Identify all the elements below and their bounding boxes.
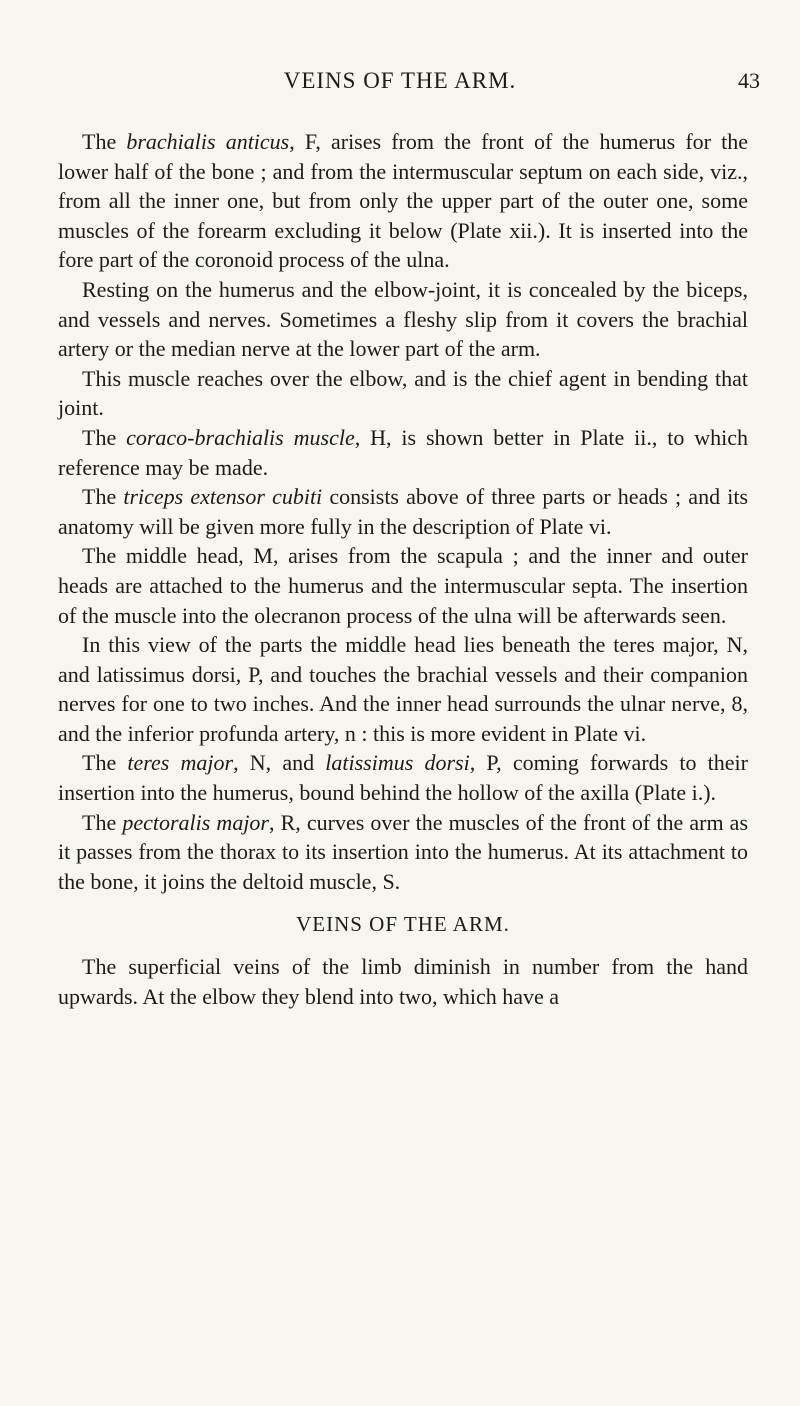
page-number: 43 [738, 68, 760, 93]
paragraph-pectoralis [58, 808, 748, 897]
paragraph-middle-head: The middle head, M, arises from the scapula ; and the inner and outer heads are attached to the humerus and the intermuscular septa. The insertion of the muscle into the olecranon process of the ulna will be afterwards seen. [58, 543, 748, 628]
text-run: The [82, 484, 124, 510]
term-italic: pectoralis major [122, 809, 269, 835]
running-title: VEINS OF THE ARM. [283, 68, 517, 93]
text-run: The [82, 809, 123, 835]
paragraph-resting: Resting on the humerus and the elbow-joint, it is concealed by the biceps, and vessels and nerves. Sometimes a fleshy slip from it covers the brachial artery or the median nerve at the lower part of the arm. [58, 276, 748, 362]
term-italic: coraco-brachialis muscle [126, 424, 355, 450]
body-text [58, 127, 748, 1011]
paragraph-brachialis [58, 127, 748, 275]
paragraph-superficial-veins: The superficial veins of the limb diminish in number from the hand upwards. At the elbow they blend into two, which have a [58, 954, 748, 1009]
text-run: , N, and [233, 750, 326, 776]
term-italic: latissimus dorsi [325, 750, 470, 776]
paragraph-view-of-parts: In this view of the parts the middle head lies beneath the teres major, N, and latissimus dorsi, P, and touches the brachial vessels and their companion nerves for one to two inches. And the inner head surrounds the ulnar nerve, 8, and the inferior profunda artery, n : this is more evident in Plate vi. [58, 632, 748, 746]
text-run: , P, coming forwards to their insertion into the humerus, bound behind the hollow of the axilla (Plate i.). [58, 750, 748, 806]
section-heading: VEINS OF THE ARM. [296, 912, 510, 937]
term-italic: brachialis anticus [126, 129, 290, 154]
text-run: The [82, 129, 127, 154]
text-run: The [82, 424, 127, 450]
text-run: , H, is shown better in Plate ii., to which reference may be made. [58, 424, 749, 480]
paragraph-coraco-brachialis [58, 423, 748, 482]
text-run: , R, curves over the muscles of the front of the arm as it passes from the thorax to its insertion into the humerus. At its attachment to the bone, it joins the deltoid muscle, S. [58, 809, 749, 894]
paragraph-teres-latissimus [58, 748, 748, 807]
text-run: The [82, 750, 128, 776]
term-italic: triceps extensor cubiti [123, 484, 323, 510]
paragraph-elbow-agent: This muscle reaches over the elbow, and is the chief agent in bending that joint. [58, 365, 748, 421]
page-header [0, 68, 800, 108]
term-italic: teres major [127, 750, 234, 776]
text-run: , F, arises from the front of the humerus for the lower half of the bone ; and from the intermuscular septum on each side, viz., from all the inner one, but from only the upper part of the outer one, some muscles of the forearm excluding it below (Plate xii.). It is inserted into the fore part of the coronoid process of the ulna. [58, 129, 749, 273]
text-run: consists above of three parts or heads ; and its anatomy will be given more fully in the description of Plate vi. [58, 484, 749, 539]
paragraph-triceps [58, 482, 748, 541]
